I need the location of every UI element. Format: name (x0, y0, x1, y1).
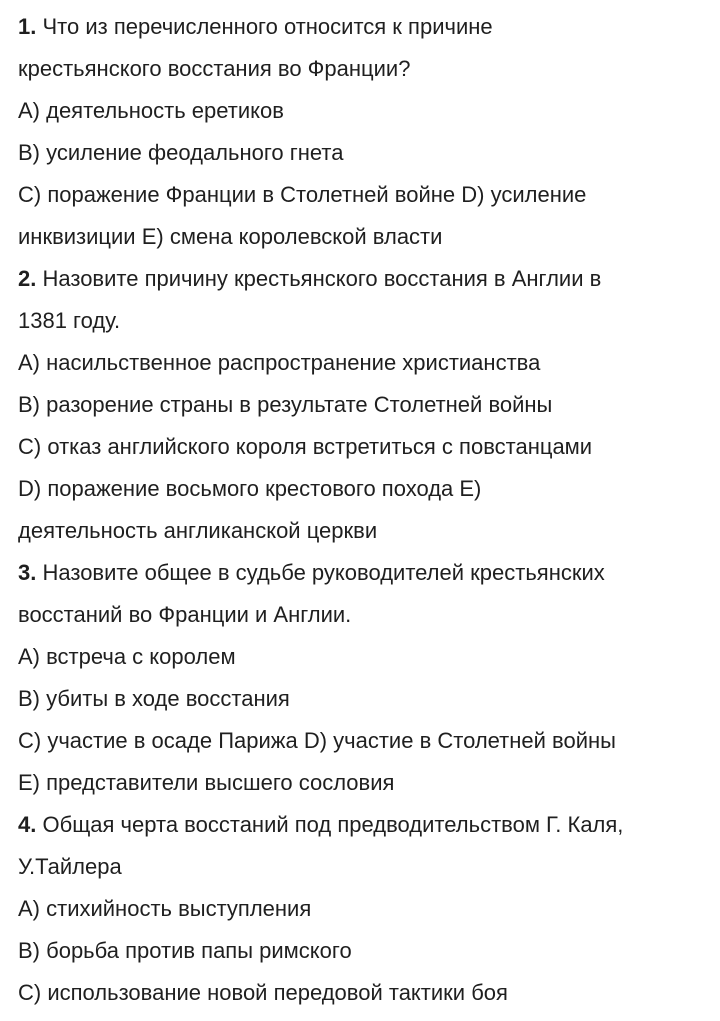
question-2-option-d-e: D) поражение восьмого крестового похода E) (18, 476, 482, 501)
question-4-option-c: C) использование новой передовой тактики боя (18, 980, 508, 1005)
question-1-option-a: A) деятельность еретиков (18, 98, 284, 123)
question-1-line-2: крестьянского восстания во Франции? (18, 56, 411, 81)
question-4-option-a: A) стихийность выступления (18, 896, 312, 921)
question-1-line-1 (18, 6, 708, 48)
question-4-number: 4. (18, 812, 37, 837)
question-1-option-d-e: инквизиции E) смена королевской власти (18, 224, 443, 249)
question-2-line-2: 1381 году. (18, 308, 121, 333)
question-1-text: Что из перечисленного относится к причине (42, 14, 493, 39)
question-3-line-1 (18, 552, 708, 594)
question-2-option-c: C) отказ английского короля встретиться с повстанцами (18, 434, 593, 459)
question-4-text: Общая черта восстаний под предводительством Г. Каля, (42, 812, 624, 837)
question-2-option-a: A) насильственное распространение христианства (18, 350, 541, 375)
question-1-option-c-d: C) поражение Франции в Столетней войне D) усиление (18, 182, 587, 207)
question-3-line-2: восстаний во Франции и Англии. (18, 602, 352, 627)
question-2-option-b: B) разорение страны в результате Столетней войны (18, 392, 553, 417)
question-3-option-c-d: C) участие в осаде Парижа D) участие в Столетней войны (18, 728, 616, 753)
question-2-line-1 (18, 258, 708, 300)
question-4-line-1 (18, 804, 708, 846)
question-4-option-b: B) борьба против папы римского (18, 938, 352, 963)
question-1-number: 1. (18, 14, 37, 39)
question-3-option-b: B) убиты в ходе восстания (18, 686, 290, 711)
question-2-text: Назовите причину крестьянского восстания в Англии в (42, 266, 602, 291)
question-3-option-a: A) встреча с королем (18, 644, 236, 669)
question-3-option-e: E) представители высшего сословия (18, 770, 395, 795)
question-4-line-2: У.Тайлера (18, 854, 122, 879)
question-3-text: Назовите общее в судьбе руководителей крестьянских (42, 560, 605, 585)
question-2-number: 2. (18, 266, 37, 291)
question-2-option-e-cont: деятельность англиканской церкви (18, 518, 378, 543)
question-1-option-b: B) усиление феодального гнета (18, 140, 344, 165)
question-3-number: 3. (18, 560, 37, 585)
quiz-document (18, 6, 708, 1014)
